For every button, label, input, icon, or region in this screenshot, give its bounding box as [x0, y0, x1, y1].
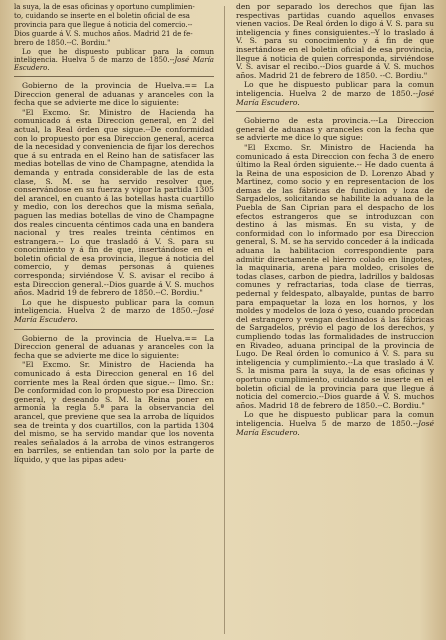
left-section1-heading: Gobierno de la provincia de Huelva.== La Direccion general de aduanas y aranceles con la fecha que se advierte me dice lo siguiente: — [14, 81, 214, 108]
right-section-signature: José María Escudero. — [236, 418, 434, 437]
left-top-line: brero de 1850.--C. Bordiu." — [14, 39, 111, 47]
section-divider — [14, 329, 214, 330]
left-top-continuation — [14, 3, 214, 72]
right-section-heading: Gobierno de esta provincia.---La Direccion general de aduanas y aranceles con la fecha que se advierte me dice lo que sigue: — [236, 116, 434, 143]
column-divider — [224, 6, 225, 634]
left-top-line: provincia para que llegue á noticia del comercio.-- — [14, 21, 193, 29]
section-divider — [14, 76, 214, 77]
left-section1-publish: Lo que he dispuesto publicar para la comun inteligencia. Huelva 2 de marzo de 1850.--José María Escudero. — [14, 297, 214, 325]
left-section1-signature: José María Escudero. — [14, 306, 214, 325]
right-top-publish: Lo que he dispuesto publicar para la comun inteligencia. Huelva 2 de marzo de 1850.--José María Escudero. — [236, 80, 434, 107]
left-top-line: la suya, la de esas oficinas y oportuno cumplimien- — [14, 3, 195, 11]
left-top-line: Dios guarde á V. S. muchos años. Madrid 21 de fe- — [14, 30, 193, 38]
right-section-publish: Lo que he dispuesto publicar para la comun inteligencia. Huelva 5 de marzo de 1850.--José María Escudero. — [236, 410, 434, 437]
left-section1-body: "El Excmo. Sr. Ministro de Hacienda ha comunicado á esta Direccion general, en 2 del actual, la Real órden que sigue.--De conformidad con lo propuesto por esa Direccion general, acerca de la necesidad y conveniencia de fijar los derechos que á su entrada en el Reino han de satisfacer las medias botellas de vino de Champagne, atendida la demanda y entrada considerable de las de esta clase, S. M. se ha servido resolver que, conservándose en su fuerza y vigor la partida 1305 del arancel, en cuanto á las botellas hasta cuartillo y medio, con los derechos que la misma señala, paguen las medias botellas de vino de Champagne dos reales cincuenta céntimos cada una en bandera nacional y tres reales treinta céntimos en estrangera.-- Lo que trasladó á V. S. para su conocimiento y á fin de que, insertándose en el boletin oficial de esa provincia, llegue á noticia del comercio, y demas personas á quienes corresponda; sirviéndose V. S. avisar el recibo á esta Direccion general.--Dios guarde á V. S. muchos años. Madrid 19 de febrero de 1850.--C. Bordiu." — [14, 107, 214, 298]
right-column — [236, 0, 434, 640]
left-top-signature: José María Escudero. — [14, 56, 214, 72]
left-section2-body: "El Excmo. Sr. Ministro de Hacienda ha comunicado á esta Direccion general en 16 del corriente mes la Real órden que sigue.-- Ilmo. Sr.: De conformidad con lo propuesto por esa Direccion general, y deseando S. M. la Reina poner en armonía la regla 5.ª para la observancia del arancel, que previene que sea la arroba de líquidos sea de treinta y dos cuartillos, con la partida 1304 del mismo, se ha servido mandar que los noventa reales señalados á la arroba de vinos estrangeros en barriles, se entiendan tan solo por la parte de líquido, y que las pipas adeu- — [14, 360, 214, 464]
left-top-line: to, cuidando se inserte en el boletin oficial de esa — [14, 12, 190, 20]
right-section-body: "El Excmo. Sr. Ministro de Hacienda ha comunicado á esta Direccion con fecha 3 de enero último la Real órden siguiente.-- He dado cuenta á la Reina de una esposicion de D. Lorenzo Abad y Martinez, como socio y en representacion de los demas de las fábricas de fundicion y loza de Sargadelos, solicitando se habilite la aduana de la Puebla de San Ciprian para el despacho de los efectos estrangeros que se introduzcan con destino á las mismas. En su vista, y de conformidad con lo informado por esa Direccion general, S. M. se ha servido conceder á la indicada aduana la habilitacion correspondiente para admitir directamente el hierro colado en lingotes, la maquinaria, arena para moldeo, crisoles de todas clases, carbon de piedra, ladrillos y baldosas comunes y refractarias, toda clase de tierras, pedernal y feldespato, albayalde, puntas de barro para empaquetar la loza en los hornos, y los moldes y modelos de loza ó yeso, cuando procedan del estrangero y vengan destinados á las fábricas de Sargadelos, prévio el pago de los derechos, y cumpliendo todas las formalidades de instruccion en Rivadeo, aduana principal de la provincia de Lugo. De Real órden lo comunico á V. S. para su inteligencia y cumplimiento.--La que traslado á V. S. la misma para la suya, la de esas oficinas y oportuno cumplimiento, cuidando se inserte en el boletin oficial de la provincia para que llegue á noticia del comercio.--Dios guarde á V. S. muchos años. Madrid 18 de febrero de 1850.--C. Bordiu." — [236, 142, 434, 410]
left-section2-heading: Gobierno de la provincia de Huelva.== La Direccion general de aduanas y aranceles con la fecha que se advierte me dice lo siguiente: — [14, 333, 214, 360]
left-column — [14, 0, 214, 640]
right-top-signature: José María Escudero. — [236, 88, 434, 107]
left-top-publish: Lo que he dispuesto publicar para la comun inteligencia. Huelva 5 de marzo de 1850.--José María Escudero. — [14, 48, 214, 72]
section-divider — [236, 111, 434, 112]
right-top-body: den por separado los derechos que fijan las respectivas partidas cuando aquellos envases vienen vacios. De Real órden lo digo á V. S. para su inteligencia y fines consiguientes.--Y lo traslado á V. S. para su conocimiento y á fin de que insertándose en el boletin oficial de esa provincia, llegue á noticia de quien corresponda, sirviéndose V. S. avisar el recibo.--Dios guarde á V. S. muchos años. Madrid 21 de febrero de 1850. --C. Bordiu." — [236, 2, 434, 80]
